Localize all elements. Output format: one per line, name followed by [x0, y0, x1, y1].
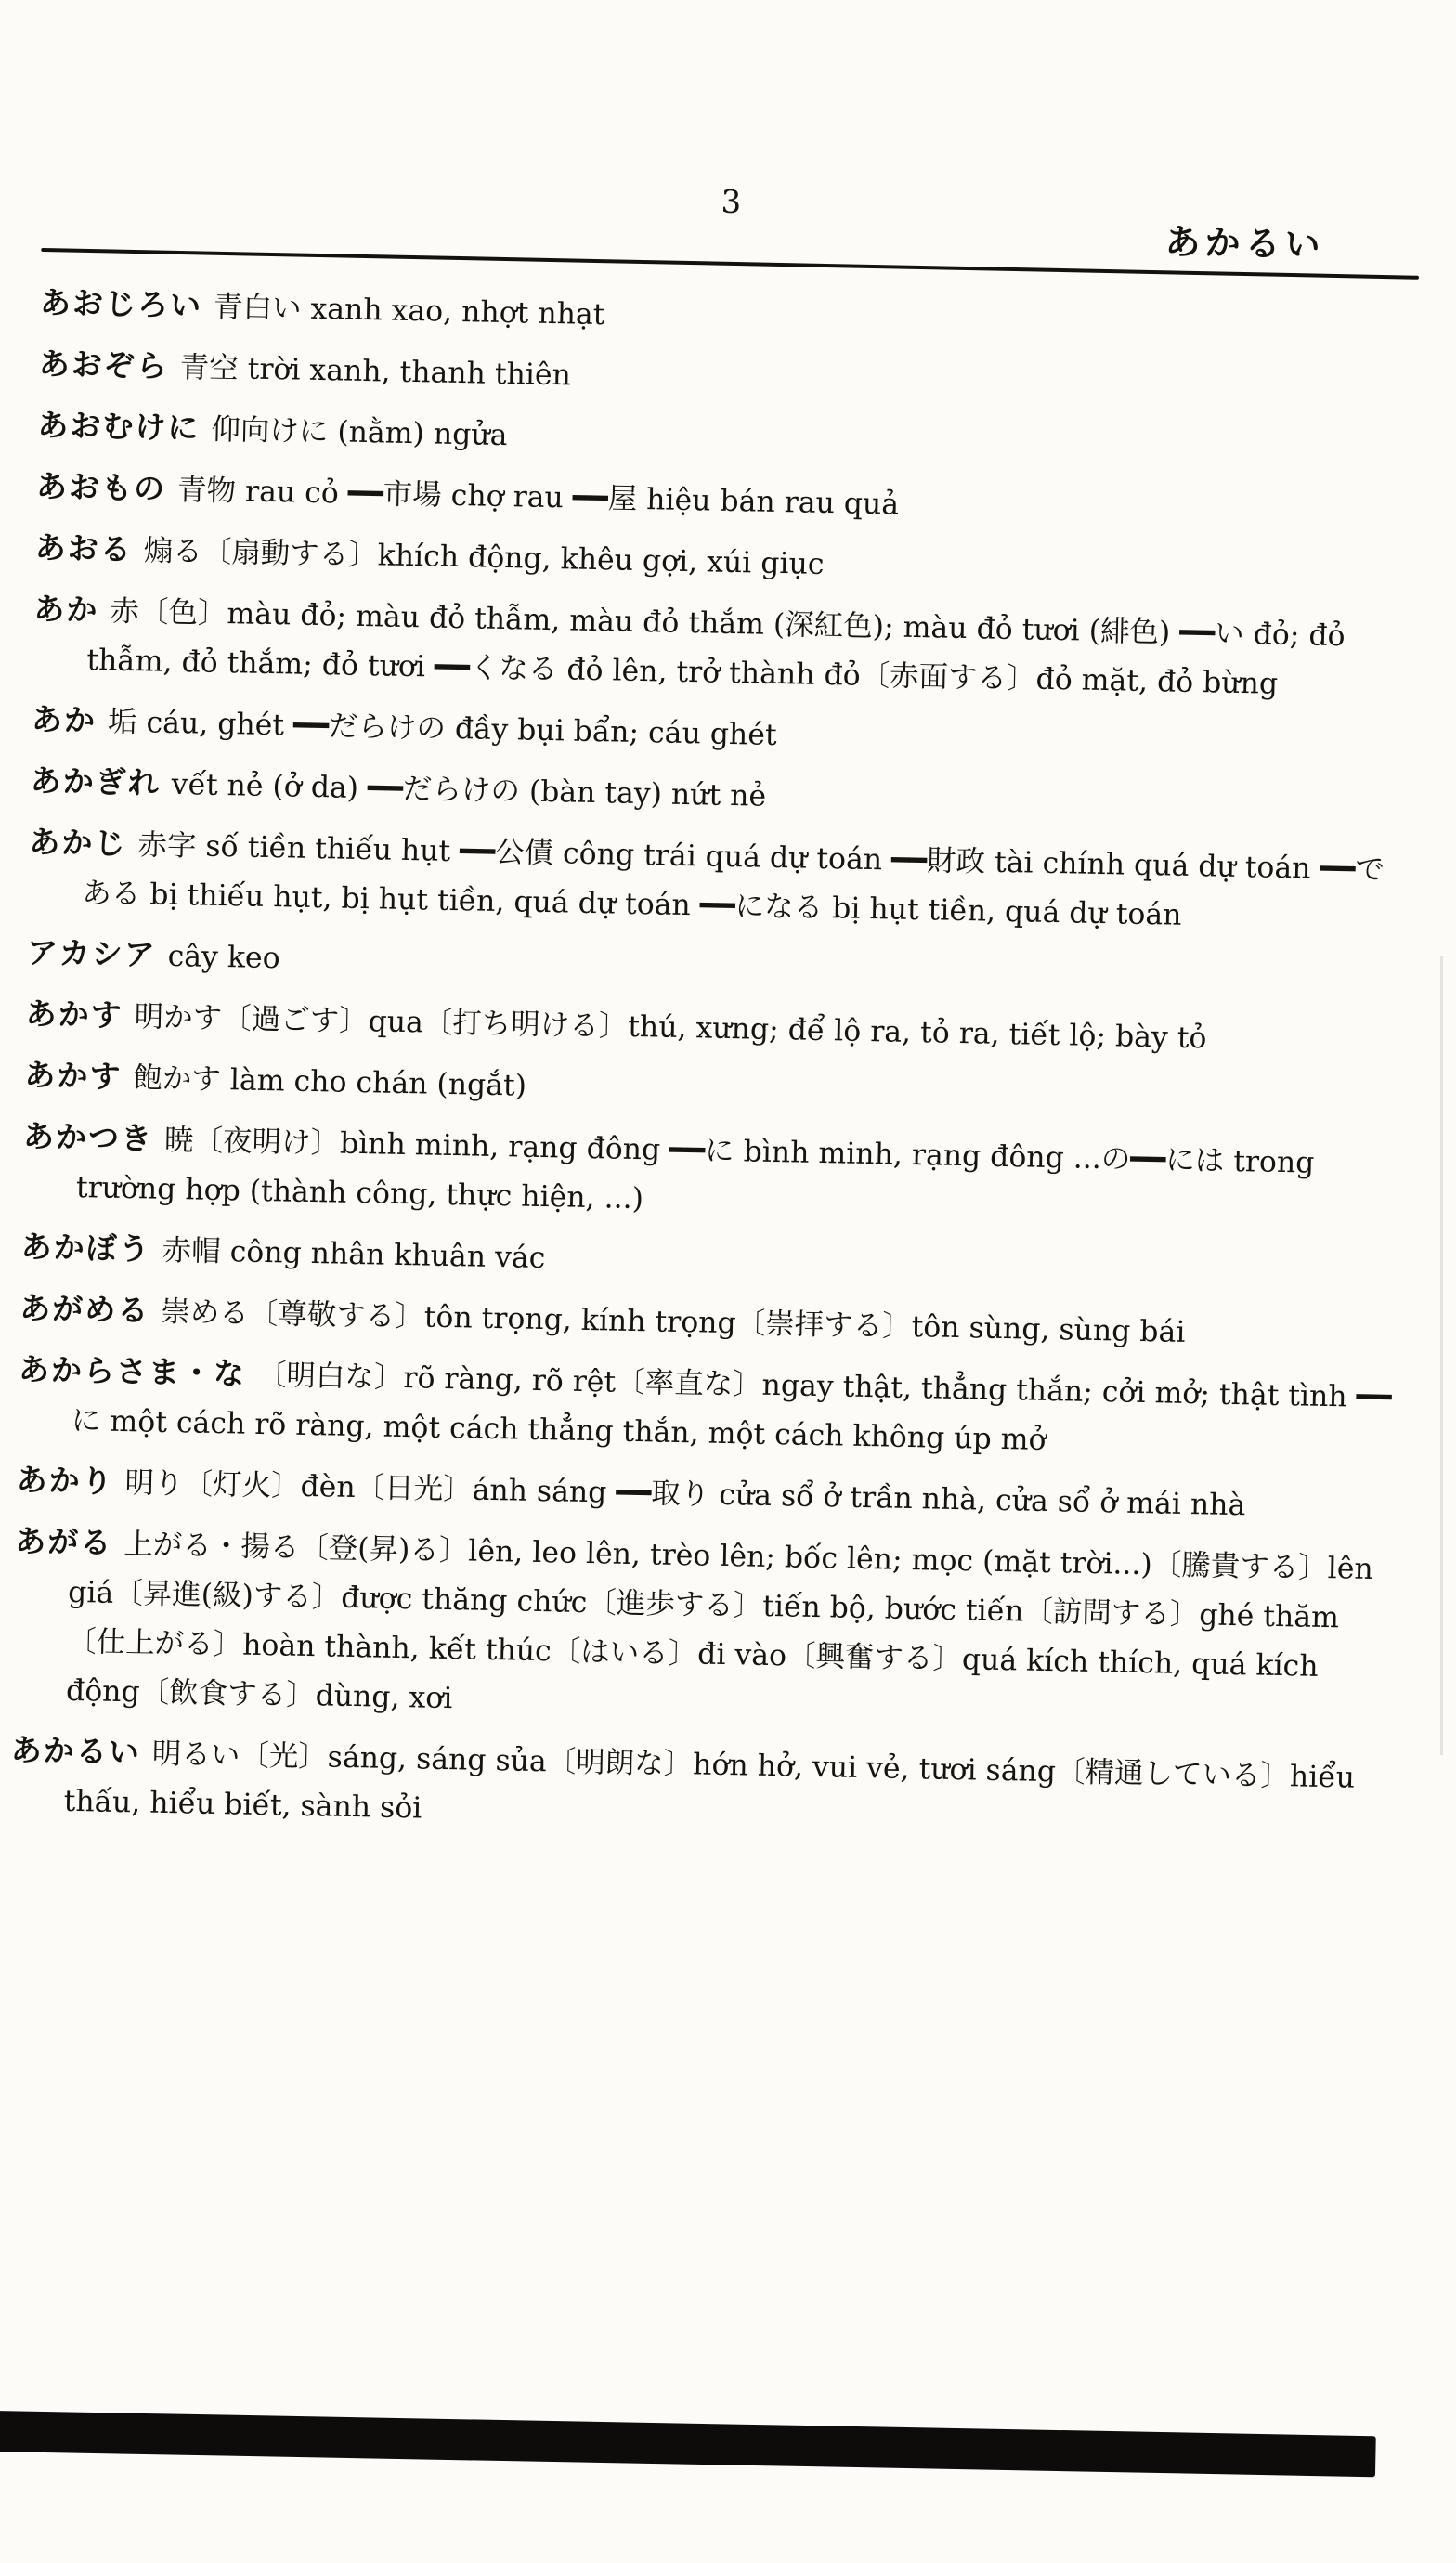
dictionary-entry: [32, 584, 1412, 712]
entry-body: 仰向けに (nằm) ngửa: [211, 412, 508, 453]
entry-headword: あがる: [14, 1522, 113, 1561]
entry-headword: あがめる: [20, 1289, 150, 1329]
entry-headword: あかす: [24, 1056, 123, 1095]
dictionary-entry: [28, 817, 1408, 945]
entry-headword: あおむけに: [37, 406, 201, 447]
dictionary-entry: [17, 1345, 1397, 1473]
scan-artifact-bar: [0, 2411, 1376, 2477]
entry-body: 青空 trời xanh, thanh thiên: [179, 351, 572, 393]
dictionary-entry: [12, 1516, 1394, 1743]
entry-headword: あかつき: [22, 1117, 154, 1157]
guide-word: あかるい: [1164, 221, 1326, 266]
entry-body: vết nẻ (ở da) ━━だらけの (bàn tay) nứt nẻ: [171, 767, 767, 813]
entry-body: 煽る〔扇動する〕khích động, khêu gợi, xúi giục: [143, 534, 825, 581]
entry-headword: あおぞら: [38, 345, 170, 384]
entry-headword: あかり: [16, 1461, 115, 1500]
entry-headword: アカシア: [26, 933, 158, 973]
entry-body: 飽かす làm cho chán (ngắt): [133, 1061, 527, 1103]
entry-headword: あか: [33, 590, 99, 629]
scan-edge-line: [1440, 956, 1443, 1755]
entry-body: 赤字 số tiền thiếu hụt ━━公債 công trái quá dự toán ━━財政 tài chính quá dự toán ━━である bị thiếu hụt, bị hụt tiền, quá dự toán ━━になる bị hụt tiền, quá dự toán: [82, 828, 1385, 932]
entry-headword: あかぎれ: [30, 761, 162, 801]
entry-headword: あおる: [34, 528, 134, 568]
entry-body: 明り〔灯火〕đèn〔日光〕ánh sáng ━━取り cửa sổ ở trần nhà, cửa sổ ở mái nhà: [124, 1466, 1246, 1523]
entry-body: 垢 cáu, ghét ━━だらけの đầy bụi bẩn; cáu ghét: [107, 705, 777, 752]
entry-body: 青白い xanh xao, nhợt nhạt: [213, 290, 605, 332]
entry-body: 明かす〔過ごす〕qua〔打ち明ける〕thú, xưng; để lộ ra, tỏ ra, tiết lộ; bày tỏ: [134, 1000, 1207, 1056]
entry-headword: あおじろい: [39, 283, 203, 324]
entry-body: 赤〔色〕màu đỏ; màu đỏ thẫm, màu đỏ thắm (深紅色); màu đỏ tươi (緋色) ━━い đỏ; đỏ thẫm, đỏ thắm; đỏ tươi ━━くなる đỏ lên, trở thành đỏ〔赤面する〕đỏ mặt, đỏ bừng: [86, 594, 1346, 701]
entry-headword: あかるい: [10, 1731, 142, 1771]
entry-headword: あかす: [25, 995, 124, 1034]
entry-body: 青物 rau cỏ ━━市場 chợ rau ━━屋 hiệu bán rau quả: [176, 473, 900, 522]
entry-headword: あからさま・な: [18, 1350, 247, 1392]
entry-body: cây keo: [167, 939, 280, 976]
entry-headword: あか: [31, 700, 98, 739]
entry-body: 暁〔夜明け〕bình minh, rạng đông ━━に bình minh, rạng đông ...の━━には trong trường hợp (thành công, thực hiện, ...): [75, 1123, 1315, 1216]
dictionary-entry: [9, 1725, 1389, 1854]
entry-headword: あかじ: [29, 823, 127, 862]
entry-body: 赤帽 công nhân khuân vác: [162, 1233, 546, 1276]
entry-headword: あかぼう: [20, 1228, 152, 1268]
entry-body: 〔明白な〕rõ ràng, rõ rệt〔率直な〕ngay thật, thẳng thắn; cởi mở; thật tình ━━に một cách rõ ràng, một cách thẳng thắn, một cách không úp mở: [71, 1358, 1392, 1457]
page-number: 3: [721, 183, 742, 222]
entry-body: 明るい〔光〕sáng, sáng sủa〔明朗な〕hớn hở, vui vẻ, tươi sáng〔精通している〕hiểu thấu, hiểu biết, sành sỏi: [63, 1737, 1356, 1826]
entry-body: 上がる・揚る〔登(昇)る〕lên, leo lên, trèo lên; bốc lên; mọc (mặt trời...)〔騰貴する〕lên giá〔昇進(級)する〕được thăng chức〔進歩する〕tiến bộ, bước tiến〔訪問する〕ghé thăm〔仕上がる〕hoàn thành, kết thúc〔はいる〕đi vào〔興奮する〕quá kích thích, quá kích động〔飲食する〕dùng, xơi: [65, 1528, 1374, 1716]
dictionary-entry: [21, 1112, 1401, 1240]
entry-list: [9, 278, 1418, 1853]
dictionary-page: [9, 170, 1421, 1863]
entry-headword: あおもの: [35, 467, 167, 507]
entry-body: 崇める〔尊敬する〕tôn trọng, kính trọng〔崇拝する〕tôn sùng, sùng bái: [160, 1295, 1186, 1349]
